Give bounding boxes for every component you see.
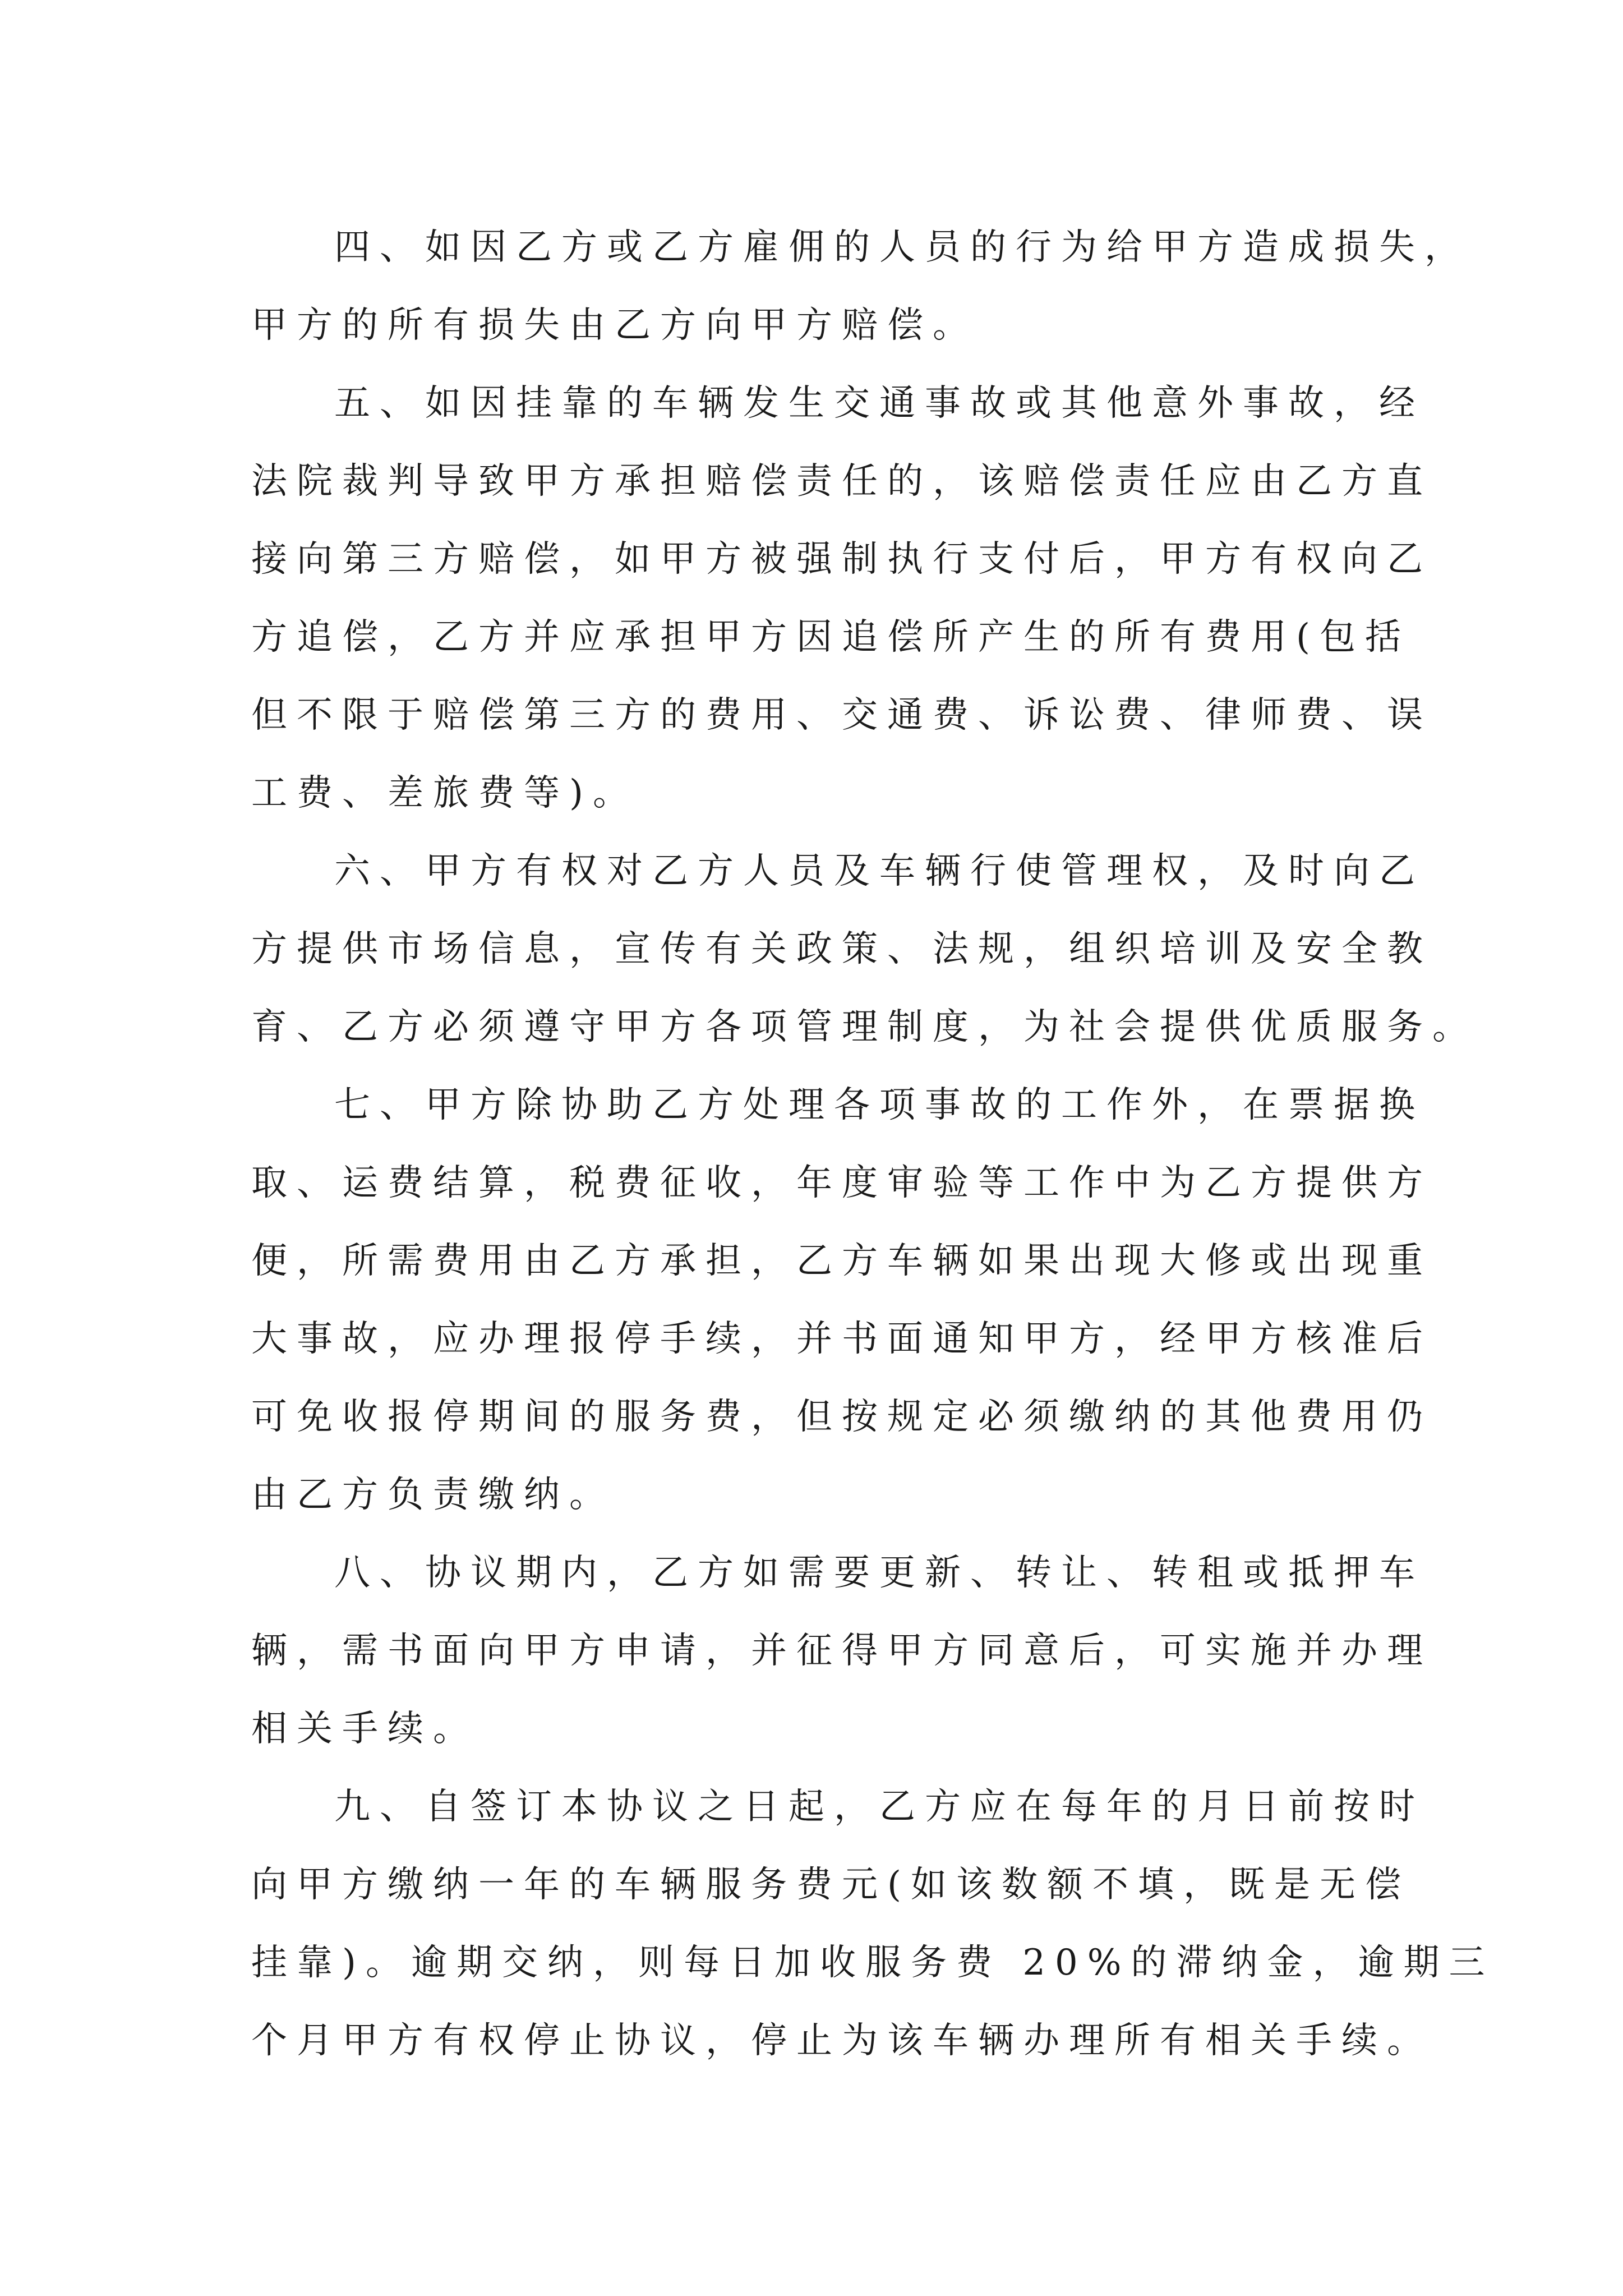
paragraph-line: 八、协议期内，乙方如需要更新、转让、转租或抵押车: [334, 1552, 1424, 1594]
paragraph-line: 由乙方负责缴纳。: [251, 1474, 615, 1516]
clause-7-paragraph: [251, 1066, 1432, 1534]
paragraph-line: 接向第三方赔偿，如甲方被强制执行支付后，甲方有权向乙: [251, 539, 1432, 580]
paragraph-line: 四、如因乙方或乙方雇佣的人员的行为给甲方造成损失，: [334, 227, 1470, 268]
paragraph-line: 五、如因挂靠的车辆发生交通事故或其他意外事故，经: [334, 383, 1424, 424]
paragraph-line: 辆，需书面向甲方申请，并征得甲方同意后，可实施并办理: [251, 1630, 1432, 1672]
paragraph-line: 取、运费结算，税费征收，年度审验等工作中为乙方提供方: [251, 1162, 1432, 1204]
paragraph-line: 七、甲方除协助乙方处理各项事故的工作外，在票据换: [334, 1084, 1424, 1126]
clause-8-paragraph: [251, 1534, 1432, 1768]
paragraph-line: 方追偿，乙方并应承担甲方因追偿所产生的所有费用(包括: [251, 616, 1410, 658]
paragraph-line: 个月甲方有权停止协议，停止为该车辆办理所有相关手续。: [251, 2020, 1432, 2062]
clause-9-paragraph: [251, 1768, 1495, 2080]
paragraph-line: 向甲方缴纳一年的车辆服务费元(如该数额不填，既是无偿: [251, 1864, 1410, 1906]
paragraph-line: 九、自签订本协议之日起，乙方应在每年的月日前按时: [334, 1786, 1424, 1828]
clause-5-paragraph: [251, 365, 1432, 832]
paragraph-line: 相关手续。: [251, 1708, 478, 1750]
clause-4-paragraph: [251, 209, 1470, 365]
paragraph-line: 大事故，应办理报停手续，并书面通知甲方，经甲方核准后: [251, 1318, 1432, 1360]
paragraph-line: 育、乙方必须遵守甲方各项管理制度，为社会提供优质服务。: [251, 1006, 1478, 1048]
clause-6-paragraph: [251, 832, 1478, 1066]
paragraph-line: 可免收报停期间的服务费，但按规定必须缴纳的其他费用仍: [251, 1396, 1432, 1438]
paragraph-line: 工费、差旅费等)。: [251, 772, 638, 814]
paragraph-line: 挂靠)。逾期交纳，则每日加收服务费 20%的滞纳金，逾期三: [251, 1942, 1495, 1984]
paragraph-line: 但不限于赔偿第三方的费用、交通费、诉讼费、律师费、误: [251, 694, 1432, 736]
paragraph-line: 方提供市场信息，宣传有关政策、法规，组织培训及安全教: [251, 928, 1432, 970]
paragraph-line: 便，所需费用由乙方承担，乙方车辆如果出现大修或出现重: [251, 1240, 1432, 1282]
paragraph-line: 法院裁判导致甲方承担赔偿责任的，该赔偿责任应由乙方直: [251, 461, 1432, 502]
paragraph-line: 甲方的所有损失由乙方向甲方赔偿。: [251, 305, 978, 346]
document-body: [251, 209, 1495, 2080]
paragraph-line: 六、甲方有权对乙方人员及车辆行使管理权，及时向乙: [334, 850, 1424, 892]
